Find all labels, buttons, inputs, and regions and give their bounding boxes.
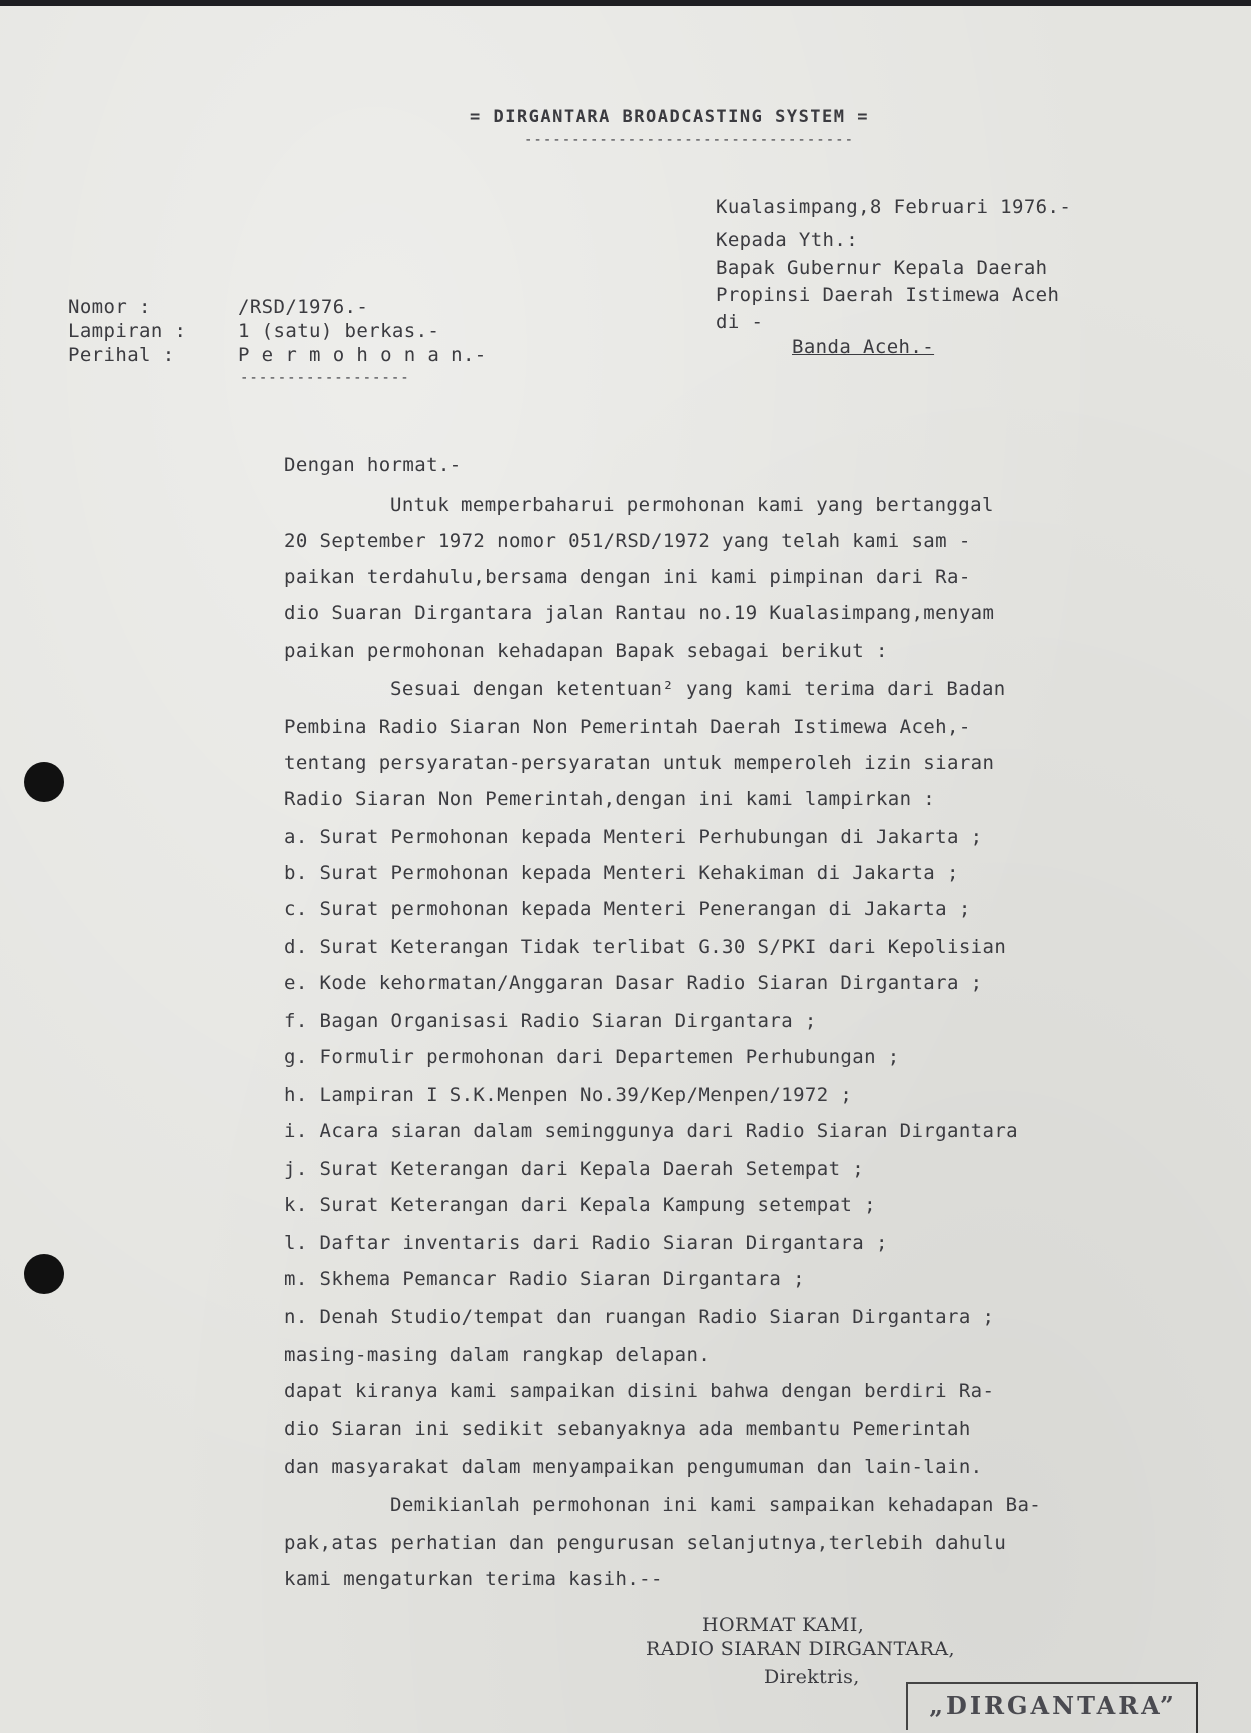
list-item: e. Kode kehormatan/Anggaran Dasar Radio Siaran Dirgantara ; — [284, 972, 983, 994]
salutation: Dengan hormat.- — [284, 454, 462, 476]
recipient-line-3: Propinsi Daerah Istimewa Aceh — [716, 284, 1060, 306]
closing-line: Demikianlah permohonan ini kami sampaikan kehadapan Ba- — [390, 1494, 1042, 1516]
place-date: Kualasimpang,8 Februari 1976.- — [716, 196, 1072, 218]
para2-line: Pembina Radio Siaran Non Pemerintah Daerah Istimewa Aceh,- — [284, 716, 971, 738]
list-item: i. Acara siaran dalam seminggunya dari Radio Siaran Dirgantara — [284, 1120, 1019, 1142]
punch-hole-upper — [24, 762, 64, 802]
para1-line: dio Suaran Dirgantara jalan Rantau no.19 Kualasimpang,menyam — [284, 602, 995, 624]
punch-hole-lower — [24, 1254, 64, 1294]
perihal-label: Perihal : — [68, 344, 175, 366]
para2-line: Radio Siaran Non Pemerintah,dengan ini kami lampirkan : — [284, 788, 936, 810]
recipient-line-5: Banda Aceh.- — [792, 336, 935, 358]
list-item: h. Lampiran I S.K.Menpen No.39/Kep/Menpen/1972 ; — [284, 1084, 853, 1106]
letterhead-rule: ----------------------------------- — [524, 132, 855, 148]
nomor-value: /RSD/1976.- — [238, 296, 369, 318]
recipient-line-1: Kepada Yth.: — [716, 229, 859, 251]
perihal-rule: ------------------ — [240, 370, 410, 386]
list-item: g. Formulir permohonan dari Departemen Perhubungan ; — [284, 1046, 900, 1068]
closing-line: kami mengaturkan terima kasih.-- — [284, 1568, 663, 1590]
after-list-line: masing-masing dalam rangkap delapan. — [284, 1344, 711, 1366]
list-item: n. Denah Studio/tempat dan ruangan Radio Siaran Dirgantara ; — [284, 1306, 995, 1328]
signature-line-3: Direktris, — [764, 1666, 860, 1688]
stamp-border — [1196, 1682, 1198, 1733]
company-stamp: „DIRGANTARA” — [906, 1682, 1198, 1730]
closing-line: pak,atas perhatian dan pengurusan selanjutnya,terlebih dahulu — [284, 1532, 1007, 1554]
para2-line: tentang persyaratan-persyaratan untuk memperoleh izin siaran — [284, 752, 995, 774]
after-list-line: dapat kiranya kami sampaikan disini bahwa dengan berdiri Ra- — [284, 1380, 995, 1402]
list-item: c. Surat permohonan kepada Menteri Penerangan di Jakarta ; — [284, 898, 971, 920]
lampiran-label: Lampiran : — [68, 320, 187, 342]
after-list-line: dan masyarakat dalam menyampaikan pengumuman dan lain-lain. — [284, 1456, 983, 1478]
recipient-line-4: di - — [716, 311, 764, 333]
list-item: j. Surat Keterangan dari Kepala Daerah Setempat ; — [284, 1158, 865, 1180]
para2-line: Sesuai dengan ketentuan² yang kami terima dari Badan — [390, 678, 1006, 700]
lampiran-value: 1 (satu) berkas.- — [238, 320, 440, 342]
after-list-line: dio Siaran ini sedikit sebanyaknya ada membantu Pemerintah — [284, 1418, 971, 1440]
letterhead-title: = DIRGANTARA BROADCASTING SYSTEM = — [470, 107, 869, 127]
scan-top-edge — [0, 0, 1251, 6]
list-item: f. Bagan Organisasi Radio Siaran Dirgantara ; — [284, 1010, 817, 1032]
para1-line: paikan terdahulu,bersama dengan ini kami pimpinan dari Ra- — [284, 566, 971, 588]
para1-line: 20 September 1972 nomor 051/RSD/1972 yang telah kami sam - — [284, 530, 971, 552]
list-item: d. Surat Keterangan Tidak terlibat G.30 S/PKI dari Kepolisian — [284, 936, 1007, 958]
list-item: m. Skhema Pemancar Radio Siaran Dirgantara ; — [284, 1268, 805, 1290]
list-item: b. Surat Permohonan kepada Menteri Kehakiman di Jakarta ; — [284, 862, 959, 884]
nomor-label: Nomor : — [68, 296, 151, 318]
para1-line: Untuk memperbaharui permohonan kami yang bertanggal — [390, 494, 994, 516]
list-item: k. Surat Keterangan dari Kepala Kampung setempat ; — [284, 1194, 876, 1216]
recipient-line-2: Bapak Gubernur Kepala Daerah — [716, 257, 1048, 279]
list-item: a. Surat Permohonan kepada Menteri Perhubungan di Jakarta ; — [284, 826, 983, 848]
signature-line-2: RADIO SIARAN DIRGANTARA, — [646, 1638, 955, 1660]
para1-line: paikan permohonan kehadapan Bapak sebagai berikut : — [284, 640, 888, 662]
signature-line-1: HORMAT KAMI, — [702, 1614, 865, 1636]
perihal-value: P e r m o h o n a n.- — [238, 344, 487, 366]
list-item: l. Daftar inventaris dari Radio Siaran Dirgantara ; — [284, 1232, 888, 1254]
